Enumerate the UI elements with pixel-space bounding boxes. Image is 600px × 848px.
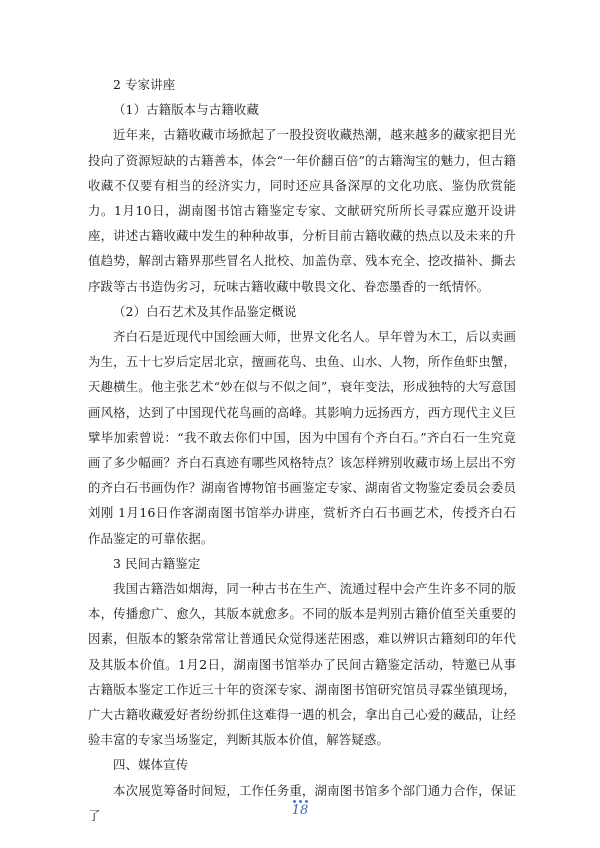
subsection-heading-baishi-art: （2）白石艺术及其作品鉴定概说 — [113, 303, 297, 319]
paragraph-ancient-books-collection: 近年来，古籍收藏市场掀起了一股投资收藏热潮，越来越多的藏家把目光投向了资源短缺的古籍善本，体会“一年价翻百倍”的古籍淘宝的魅力，但古籍收藏不仅要有相当的经济实力，同时还应具备深厚的文化功底、鉴伪欣赏能力。1月10日，湖南图书馆古籍鉴定专家、文献研究所所长寻霖应邀开设讲座，讲述古籍收藏中发生的种种故事，分析目前古籍收藏的热点以及未来的升值趋势，解剖古籍界那些冒名人批校、加盖伪章、残本充全、挖改描补、撕去序跋等古书造伪劣习，玩味古籍收藏中敬畏文化、眷恋墨香的一纸情怀。 — [88, 127, 516, 294]
section-heading-expert-lectures: 2 专家讲座 — [113, 77, 176, 92]
section-heading-folk-appraisal: 3 民间古籍鉴定 — [113, 555, 201, 571]
paragraph-folk-appraisal: 我国古籍浩如烟海，同一种古书在生产、流通过程中会产生许多不同的版本，传播愈广、愈久，其版本就愈多。不同的版本是判别古籍价值至关重要的因素，但版本的繁杂常常让普通民众觉得迷茫困惑，难以辨识古籍刻印的年代及其版本价值。1月2日，湖南图书馆举办了民间古籍鉴定活动，特邀已从事古籍版本鉴定工作近三十年的资深专家、湖南图书馆研究馆员寻霖坐镇现场，广大古籍收藏爱好者纷纷抓住这难得一遇的机会，拿出自己心爱的藏品，让经验丰富的专家当场鉴定，判断其版本价值，解答疑惑。 — [88, 581, 516, 748]
paragraph-qi-baishi: 齐白石是近现代中国绘画大师，世界文化名人。早年曾为木工，后以卖画为生，五十七岁后定居北京，擅画花鸟、虫鱼、山水、人物，所作鱼虾虫蟹，天趣横生。他主张艺术“妙在似与不似之间”，衰年变法，形成独特的大写意国画风格，达到了中国现代花鸟画的高峰。其影响力远扬西方，西方现代主义巨擘毕加索曾说：“我不敢去你们中国，因为中国有个齐白石。”齐白石一生究竟画了多少幅画？齐白石真迹有哪些风格特点？该怎样辨别收藏市场上层出不穷的齐白石书画伪作？湖南省博物馆书画鉴定专家、湖南省文物鉴定委员会委员刘刚 1月16日作客湖南图书馆举办讲座，赏析齐白石书画艺术，传授齐白石作品鉴定的可靠依据。 — [88, 329, 516, 546]
page-content — [88, 72, 516, 828]
subsection-heading-ancient-books: （1）古籍版本与古籍收藏 — [113, 102, 259, 118]
section-heading-media-promotion: 四、媒体宣传 — [113, 757, 189, 773]
paragraph-media-promotion: 本次展览筹备时间短，工作任务重，湖南图书馆多个部门通力合作，保证了 — [88, 782, 516, 823]
page-footer — [0, 800, 600, 818]
page-number: 18 — [291, 803, 309, 818]
